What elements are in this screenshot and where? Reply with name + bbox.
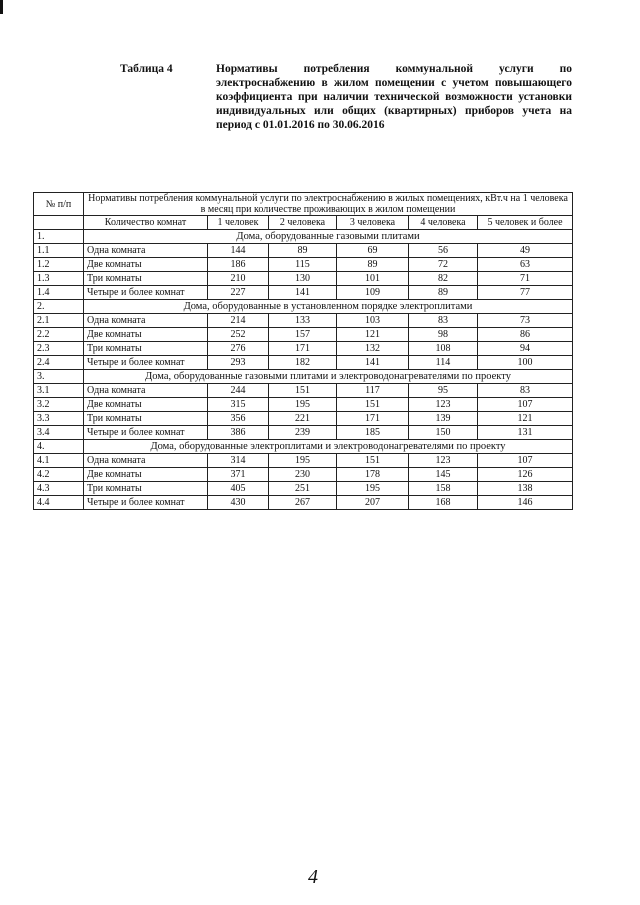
value-cell: 73	[478, 314, 573, 328]
column-people-1-header: 1 человек	[208, 216, 269, 230]
row-number: 4.2	[34, 468, 84, 482]
row-rooms: Одна комната	[84, 244, 208, 258]
value-cell: 107	[478, 398, 573, 412]
value-cell: 89	[269, 244, 337, 258]
value-cell: 83	[478, 384, 573, 398]
column-people-2-header: 2 человека	[269, 216, 337, 230]
value-cell: 133	[269, 314, 337, 328]
row-rooms: Одна комната	[84, 384, 208, 398]
table-row	[34, 412, 573, 426]
value-cell: 130	[269, 272, 337, 286]
table-row	[34, 244, 573, 258]
value-cell: 182	[269, 356, 337, 370]
value-cell: 405	[208, 482, 269, 496]
value-cell: 293	[208, 356, 269, 370]
value-cell: 126	[478, 468, 573, 482]
row-rooms: Три комнаты	[84, 412, 208, 426]
row-number: 3.1	[34, 384, 84, 398]
value-cell: 95	[409, 384, 478, 398]
column-caption-header: Нормативы потребления коммунальной услуги по электроснабжению в жилых помещениях, кВт.ч на 1 человека в месяц при количестве проживающих в жилом помещении	[84, 193, 573, 216]
value-cell: 314	[208, 454, 269, 468]
value-cell: 221	[269, 412, 337, 426]
value-cell: 98	[409, 328, 478, 342]
section-row	[34, 300, 573, 314]
row-rooms: Две комнаты	[84, 398, 208, 412]
value-cell: 108	[409, 342, 478, 356]
row-number: 2.2	[34, 328, 84, 342]
value-cell: 171	[337, 412, 409, 426]
value-cell: 94	[478, 342, 573, 356]
table-row	[34, 272, 573, 286]
value-cell: 123	[409, 454, 478, 468]
column-rooms-header: Количество комнат	[84, 216, 208, 230]
table-row	[34, 258, 573, 272]
value-cell: 121	[478, 412, 573, 426]
value-cell: 101	[337, 272, 409, 286]
row-rooms: Четыре и более комнат	[84, 426, 208, 440]
table-row	[34, 468, 573, 482]
table-row	[34, 454, 573, 468]
row-number: 2.3	[34, 342, 84, 356]
value-cell: 186	[208, 258, 269, 272]
row-rooms: Три комнаты	[84, 272, 208, 286]
row-rooms: Одна комната	[84, 454, 208, 468]
section-title: Дома, оборудованные электроплитами и электроводонагревателями по проекту	[84, 440, 573, 454]
value-cell: 115	[269, 258, 337, 272]
value-cell: 103	[337, 314, 409, 328]
row-rooms: Три комнаты	[84, 482, 208, 496]
table-subheader-row	[34, 216, 573, 230]
row-number: 4.1	[34, 454, 84, 468]
row-number: 1.2	[34, 258, 84, 272]
table-row	[34, 496, 573, 510]
section-number: 2.	[34, 300, 84, 314]
table-row	[34, 328, 573, 342]
table-title: Нормативы потребления коммунальной услуги по электроснабжению в жилом помещении с учетом повышающего коэффициента при наличии технической возможности установки индивидуальных или общих (квартирных) приборов учета на период с 01.01.2016 по 30.06.2016	[216, 63, 572, 131]
row-number: 1.4	[34, 286, 84, 300]
value-cell: 178	[337, 468, 409, 482]
value-cell: 151	[337, 398, 409, 412]
column-people-3-header: 3 человека	[337, 216, 409, 230]
section-number: 1.	[34, 230, 84, 244]
row-rooms: Две комнаты	[84, 258, 208, 272]
column-people-4-header: 4 человека	[409, 216, 478, 230]
row-rooms: Одна комната	[84, 314, 208, 328]
value-cell: 82	[409, 272, 478, 286]
section-row	[34, 370, 573, 384]
value-cell: 151	[269, 384, 337, 398]
table-row	[34, 342, 573, 356]
value-cell: 227	[208, 286, 269, 300]
value-cell: 69	[337, 244, 409, 258]
table-row	[34, 356, 573, 370]
section-row	[34, 230, 573, 244]
value-cell: 252	[208, 328, 269, 342]
subheader-empty-cell	[34, 216, 84, 230]
row-number: 4.4	[34, 496, 84, 510]
value-cell: 356	[208, 412, 269, 426]
table-row	[34, 398, 573, 412]
table-label: Таблица 4	[120, 63, 173, 75]
value-cell: 276	[208, 342, 269, 356]
value-cell: 146	[478, 496, 573, 510]
value-cell: 195	[269, 398, 337, 412]
value-cell: 89	[337, 258, 409, 272]
row-rooms: Три комнаты	[84, 342, 208, 356]
value-cell: 145	[409, 468, 478, 482]
value-cell: 86	[478, 328, 573, 342]
section-number: 3.	[34, 370, 84, 384]
table-row	[34, 314, 573, 328]
table-row	[34, 482, 573, 496]
section-title: Дома, оборудованные газовыми плитами и электроводонагревателями по проекту	[84, 370, 573, 384]
norms-table	[33, 192, 573, 510]
row-number: 4.3	[34, 482, 84, 496]
value-cell: 117	[337, 384, 409, 398]
row-number: 3.2	[34, 398, 84, 412]
scan-edge-mark	[0, 0, 3, 14]
section-title: Дома, оборудованные в установленном порядке электроплитами	[84, 300, 573, 314]
value-cell: 83	[409, 314, 478, 328]
value-cell: 138	[478, 482, 573, 496]
table-row	[34, 286, 573, 300]
value-cell: 139	[409, 412, 478, 426]
row-number: 2.1	[34, 314, 84, 328]
row-rooms: Четыре и более комнат	[84, 356, 208, 370]
value-cell: 49	[478, 244, 573, 258]
table-row	[34, 384, 573, 398]
value-cell: 195	[337, 482, 409, 496]
value-cell: 71	[478, 272, 573, 286]
value-cell: 114	[409, 356, 478, 370]
value-cell: 100	[478, 356, 573, 370]
value-cell: 230	[269, 468, 337, 482]
value-cell: 72	[409, 258, 478, 272]
value-cell: 141	[337, 356, 409, 370]
table-header-row	[34, 193, 573, 216]
value-cell: 151	[337, 454, 409, 468]
row-number: 2.4	[34, 356, 84, 370]
value-cell: 430	[208, 496, 269, 510]
value-cell: 121	[337, 328, 409, 342]
row-rooms: Две комнаты	[84, 468, 208, 482]
value-cell: 214	[208, 314, 269, 328]
value-cell: 386	[208, 426, 269, 440]
value-cell: 315	[208, 398, 269, 412]
value-cell: 168	[409, 496, 478, 510]
value-cell: 251	[269, 482, 337, 496]
section-number: 4.	[34, 440, 84, 454]
value-cell: 371	[208, 468, 269, 482]
row-number: 3.4	[34, 426, 84, 440]
value-cell: 132	[337, 342, 409, 356]
column-number-header: № п/п	[34, 193, 84, 216]
value-cell: 185	[337, 426, 409, 440]
section-row	[34, 440, 573, 454]
row-number: 1.3	[34, 272, 84, 286]
section-title: Дома, оборудованные газовыми плитами	[84, 230, 573, 244]
value-cell: 171	[269, 342, 337, 356]
value-cell: 131	[478, 426, 573, 440]
value-cell: 144	[208, 244, 269, 258]
value-cell: 109	[337, 286, 409, 300]
value-cell: 63	[478, 258, 573, 272]
row-number: 3.3	[34, 412, 84, 426]
table-row	[34, 426, 573, 440]
value-cell: 210	[208, 272, 269, 286]
row-rooms: Четыре и более комнат	[84, 496, 208, 510]
value-cell: 195	[269, 454, 337, 468]
value-cell: 141	[269, 286, 337, 300]
row-rooms: Две комнаты	[84, 328, 208, 342]
row-number: 1.1	[34, 244, 84, 258]
value-cell: 89	[409, 286, 478, 300]
value-cell: 239	[269, 426, 337, 440]
value-cell: 267	[269, 496, 337, 510]
page-number: 4	[308, 866, 318, 888]
value-cell: 56	[409, 244, 478, 258]
value-cell: 77	[478, 286, 573, 300]
value-cell: 157	[269, 328, 337, 342]
value-cell: 150	[409, 426, 478, 440]
column-people-5-header: 5 человек и более	[478, 216, 573, 230]
value-cell: 244	[208, 384, 269, 398]
value-cell: 107	[478, 454, 573, 468]
value-cell: 207	[337, 496, 409, 510]
value-cell: 123	[409, 398, 478, 412]
row-rooms: Четыре и более комнат	[84, 286, 208, 300]
value-cell: 158	[409, 482, 478, 496]
